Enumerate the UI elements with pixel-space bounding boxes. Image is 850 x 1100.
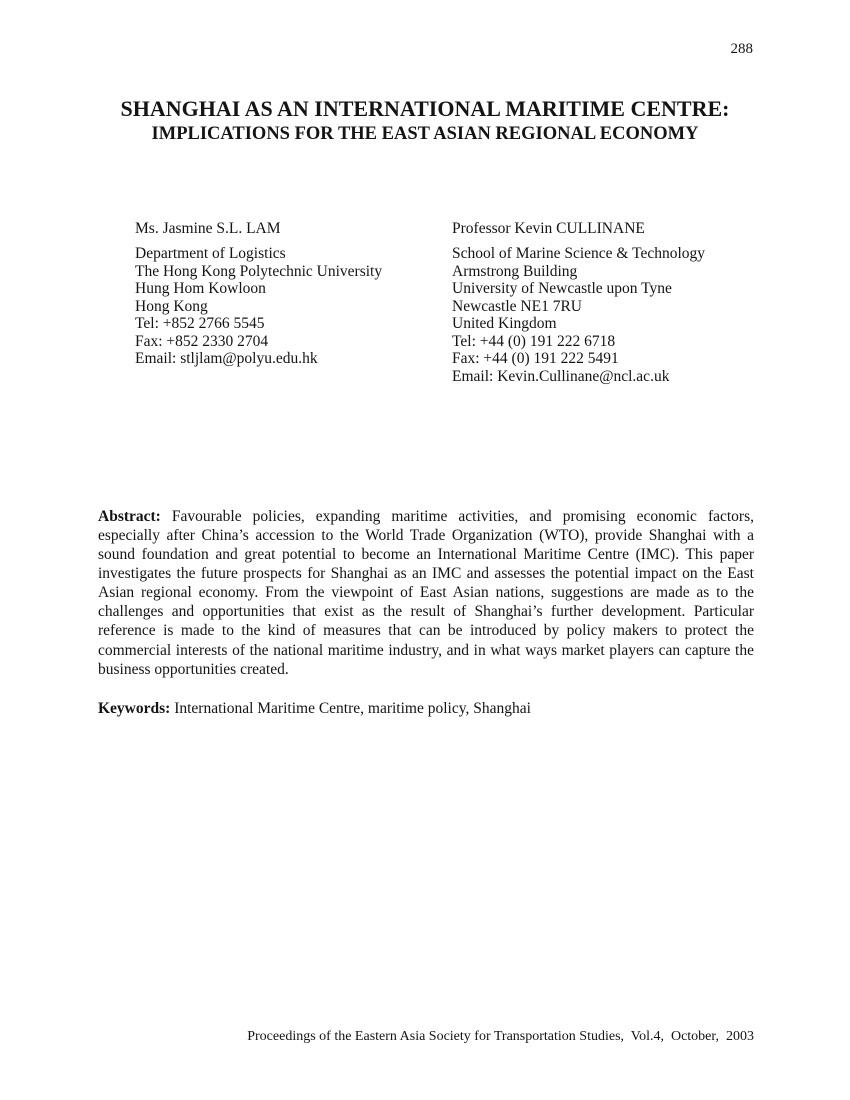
author-email-line: Email: Kevin.Cullinane@ncl.ac.uk: [452, 367, 670, 385]
author-tel-line: Tel: +852 2766 5545: [135, 315, 265, 332]
keywords-label: Keywords:: [98, 699, 171, 717]
author-address-line: Hung Hom Kowloon: [135, 280, 266, 297]
author-affiliation-line: School of Marine Science & Technology: [452, 245, 706, 262]
page-number: 288: [730, 41, 753, 57]
author-name: Professor Kevin CULLINANE: [452, 220, 645, 237]
author-address-line: Hong Kong: [135, 297, 208, 315]
paper-title: [0, 96, 850, 147]
author-fax-line: Fax: +44 (0) 191 222 5491: [452, 350, 619, 367]
author-tel-line: Tel: +44 (0) 191 222 6718: [452, 332, 616, 350]
author-affiliation-line: University of Newcastle upon Tyne: [452, 280, 672, 297]
author-block-lam: [135, 220, 452, 385]
author-block-cullinane: [452, 220, 755, 385]
author-affiliation-line: Armstrong Building: [452, 262, 578, 280]
proceedings-footer: Proceedings of the Eastern Asia Society for Transportation Studies, Vol.4, October, 2003: [247, 1029, 754, 1044]
abstract-paragraph: [98, 507, 754, 679]
author-blocks: [135, 220, 755, 385]
keywords-text: International Maritime Centre, maritime policy, Shanghai: [170, 699, 531, 717]
author-email-line: Email: stljlam@polyu.edu.hk: [135, 350, 318, 367]
author-affiliation-line: The Hong Kong Polytechnic University: [135, 262, 383, 280]
author-name: Ms. Jasmine S.L. LAM: [135, 220, 281, 237]
author-affiliation-line: Department of Logistics: [135, 245, 286, 262]
author-fax-line: Fax: +852 2330 2704: [135, 332, 269, 350]
author-address-line: Newcastle NE1 7RU: [452, 297, 582, 315]
abstract-label: Abstract:: [98, 507, 161, 525]
keywords-line: [98, 699, 754, 718]
abstract-text: Favourable policies, expanding maritime activities, and promising economic factors, especially after China’s accession to the World Trade Organization (WTO), provide Shanghai with a sound foundation and great potential to become an International Maritime Centre (IMC). This paper investigates the future prospects for Shanghai as an IMC and assesses the potential impact on the East Asian regional economy. From the viewpoint of East Asian nations, suggestions are made as to the challenges and opportunities that exist as the result of Shanghai’s further development. Particular reference is made to the kind of measures that can be introduced by policy makers to protect the commercial interests of the national maritime industry, and in what ways market players can capture the business opportunities created.: [98, 507, 754, 678]
paper-title-line1: SHANGHAI AS AN INTERNATIONAL MARITIME CENTRE:: [120, 96, 730, 121]
author-address-line: United Kingdom: [452, 315, 557, 332]
paper-title-line2: IMPLICATIONS FOR THE EAST ASIAN REGIONAL ECONOMY: [151, 123, 699, 144]
